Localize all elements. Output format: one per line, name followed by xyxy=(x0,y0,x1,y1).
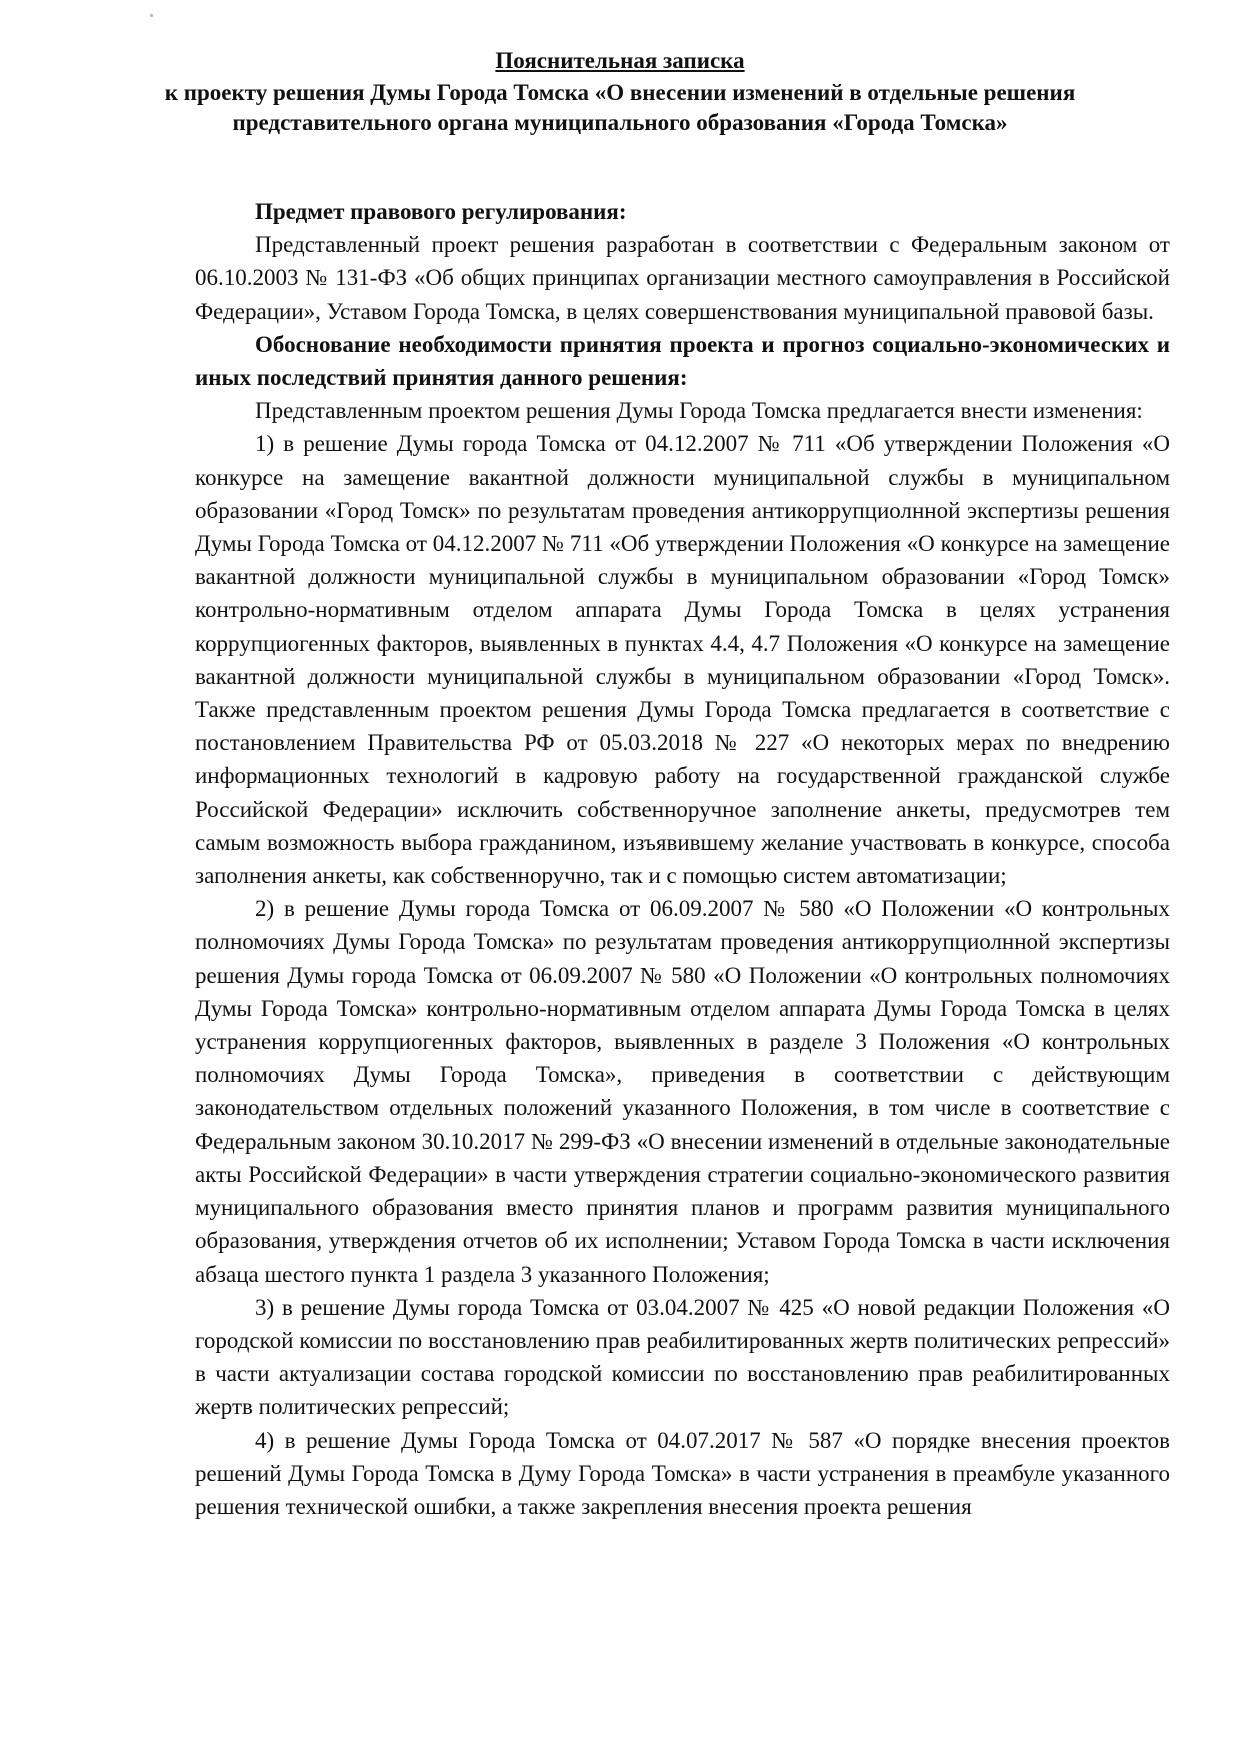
paragraph-intro: Представленным проектом решения Думы Города Томска предлагается внести изменения: xyxy=(255,398,1143,424)
scan-mark xyxy=(150,14,153,17)
paragraph-subject: Представленный проект решения разработан в соответствии с Федеральным законом от 06.10.2003 № 131-ФЗ «Об общих принципах организации местного самоуправления в Российской Федерации», Уставом Города Томска, в целях совершенствования муниципальной правовой базы. xyxy=(195,232,1170,324)
heading-justification: Обоснование необходимости принятия проекта и прогноз социально-экономических и иных последствий принятия данного решения: xyxy=(195,331,1170,391)
document-body xyxy=(195,195,1170,1523)
list-item-2: 2) в решение Думы города Томска от 06.09.2007 № 580 «О Положении «О контрольных полномочиях Думы Города Томска» по результатам проведения антикоррупциолнной экспертизы решения Думы города Томска от 06.09.2007 № 580 «О Положении «О контрольных полномочиях Думы Города Томска» контрольно-нормативным отделом аппарата Думы Города Томска в целях устранения коррупциогенных факторов, выявленных в разделе 3 Положения «О контрольных полномочиях Думы Города Томска», приведения в соответствии с действующим законодательством отдельных положений указанного Положения, в том числе в соответствие с Федеральным законом 30.10.2017 № 299-ФЗ «О внесении изменений в отдельные законодательные акты Российской Федерации» в части утверждения стратегии социально-экономического развития муниципального образования вместо принятия планов и программ развития муниципального образования, утверждения отчетов об их исполнении; Уставом Города Томска в части исключения абзаца шестого пункта 1 раздела 3 указанного Положения; xyxy=(195,896,1170,1287)
document-title: Пояснительная записка xyxy=(495,48,745,73)
list-item-3: 3) в решение Думы города Томска от 03.04.2007 № 425 «О новой редакции Положения «О городской комиссии по восстановлению прав реабилитированных жертв политических репрессий» в части актуализации состава городской комиссии по восстановлению прав реабилитированных жертв политических репрессий; xyxy=(195,1294,1170,1420)
list-item-4: 4) в решение Думы Города Томска от 04.07.2017 № 587 «О порядке внесения проектов решений Думы Города Томска в Думу Города Томска» в части устранения в преамбуле указанного решения технической ошибки, а также закрепления внесения проекта решения xyxy=(195,1427,1170,1519)
list-item-1: 1) в решение Думы города Томска от 04.12.2007 № 711 «Об утверждении Положения «О конкурсе на замещение вакантной должности муниципальной службы в муниципальном образовании «Город Томск» по результатам проведения антикоррупциолнной экспертизы решения Думы Города Томска от 04.12.2007 № 711 «Об утверждении Положения «О конкурсе на замещение вакантной должности муниципальной службы в муниципальном образовании «Город Томск» контрольно-нормативным отделом аппарата Думы Города Томска в целях устранения коррупциогенных факторов, выявленных в пунктах 4.4, 4.7 Положения «О конкурсе на замещение вакантной должности муниципальной службы в муниципальном образовании «Город Томск». Также представленным проектом решения Думы Города Томска предлагается в соответствие с постановлением Правительства РФ от 05.03.2018 № 227 «О некоторых мерах по внедрению информационных технологий в кадровую работу на государственной гражданской службе Российской Федерации» исключить собственноручное заполнение анкеты, предусмотрев тем самым возможность выбора гражданином, изъявившему желание участвовать в конкурсе, способа заполнения анкеты, как собственноручно, так и с помощью систем автоматизации; xyxy=(195,431,1170,889)
document-subtitle: к проекту решения Думы Города Томска «О внесении изменений в отдельные решения представительного органа муниципального образования «Города Томска» xyxy=(164,80,1076,135)
heading-subject: Предмет правового регулирования: xyxy=(255,199,627,224)
